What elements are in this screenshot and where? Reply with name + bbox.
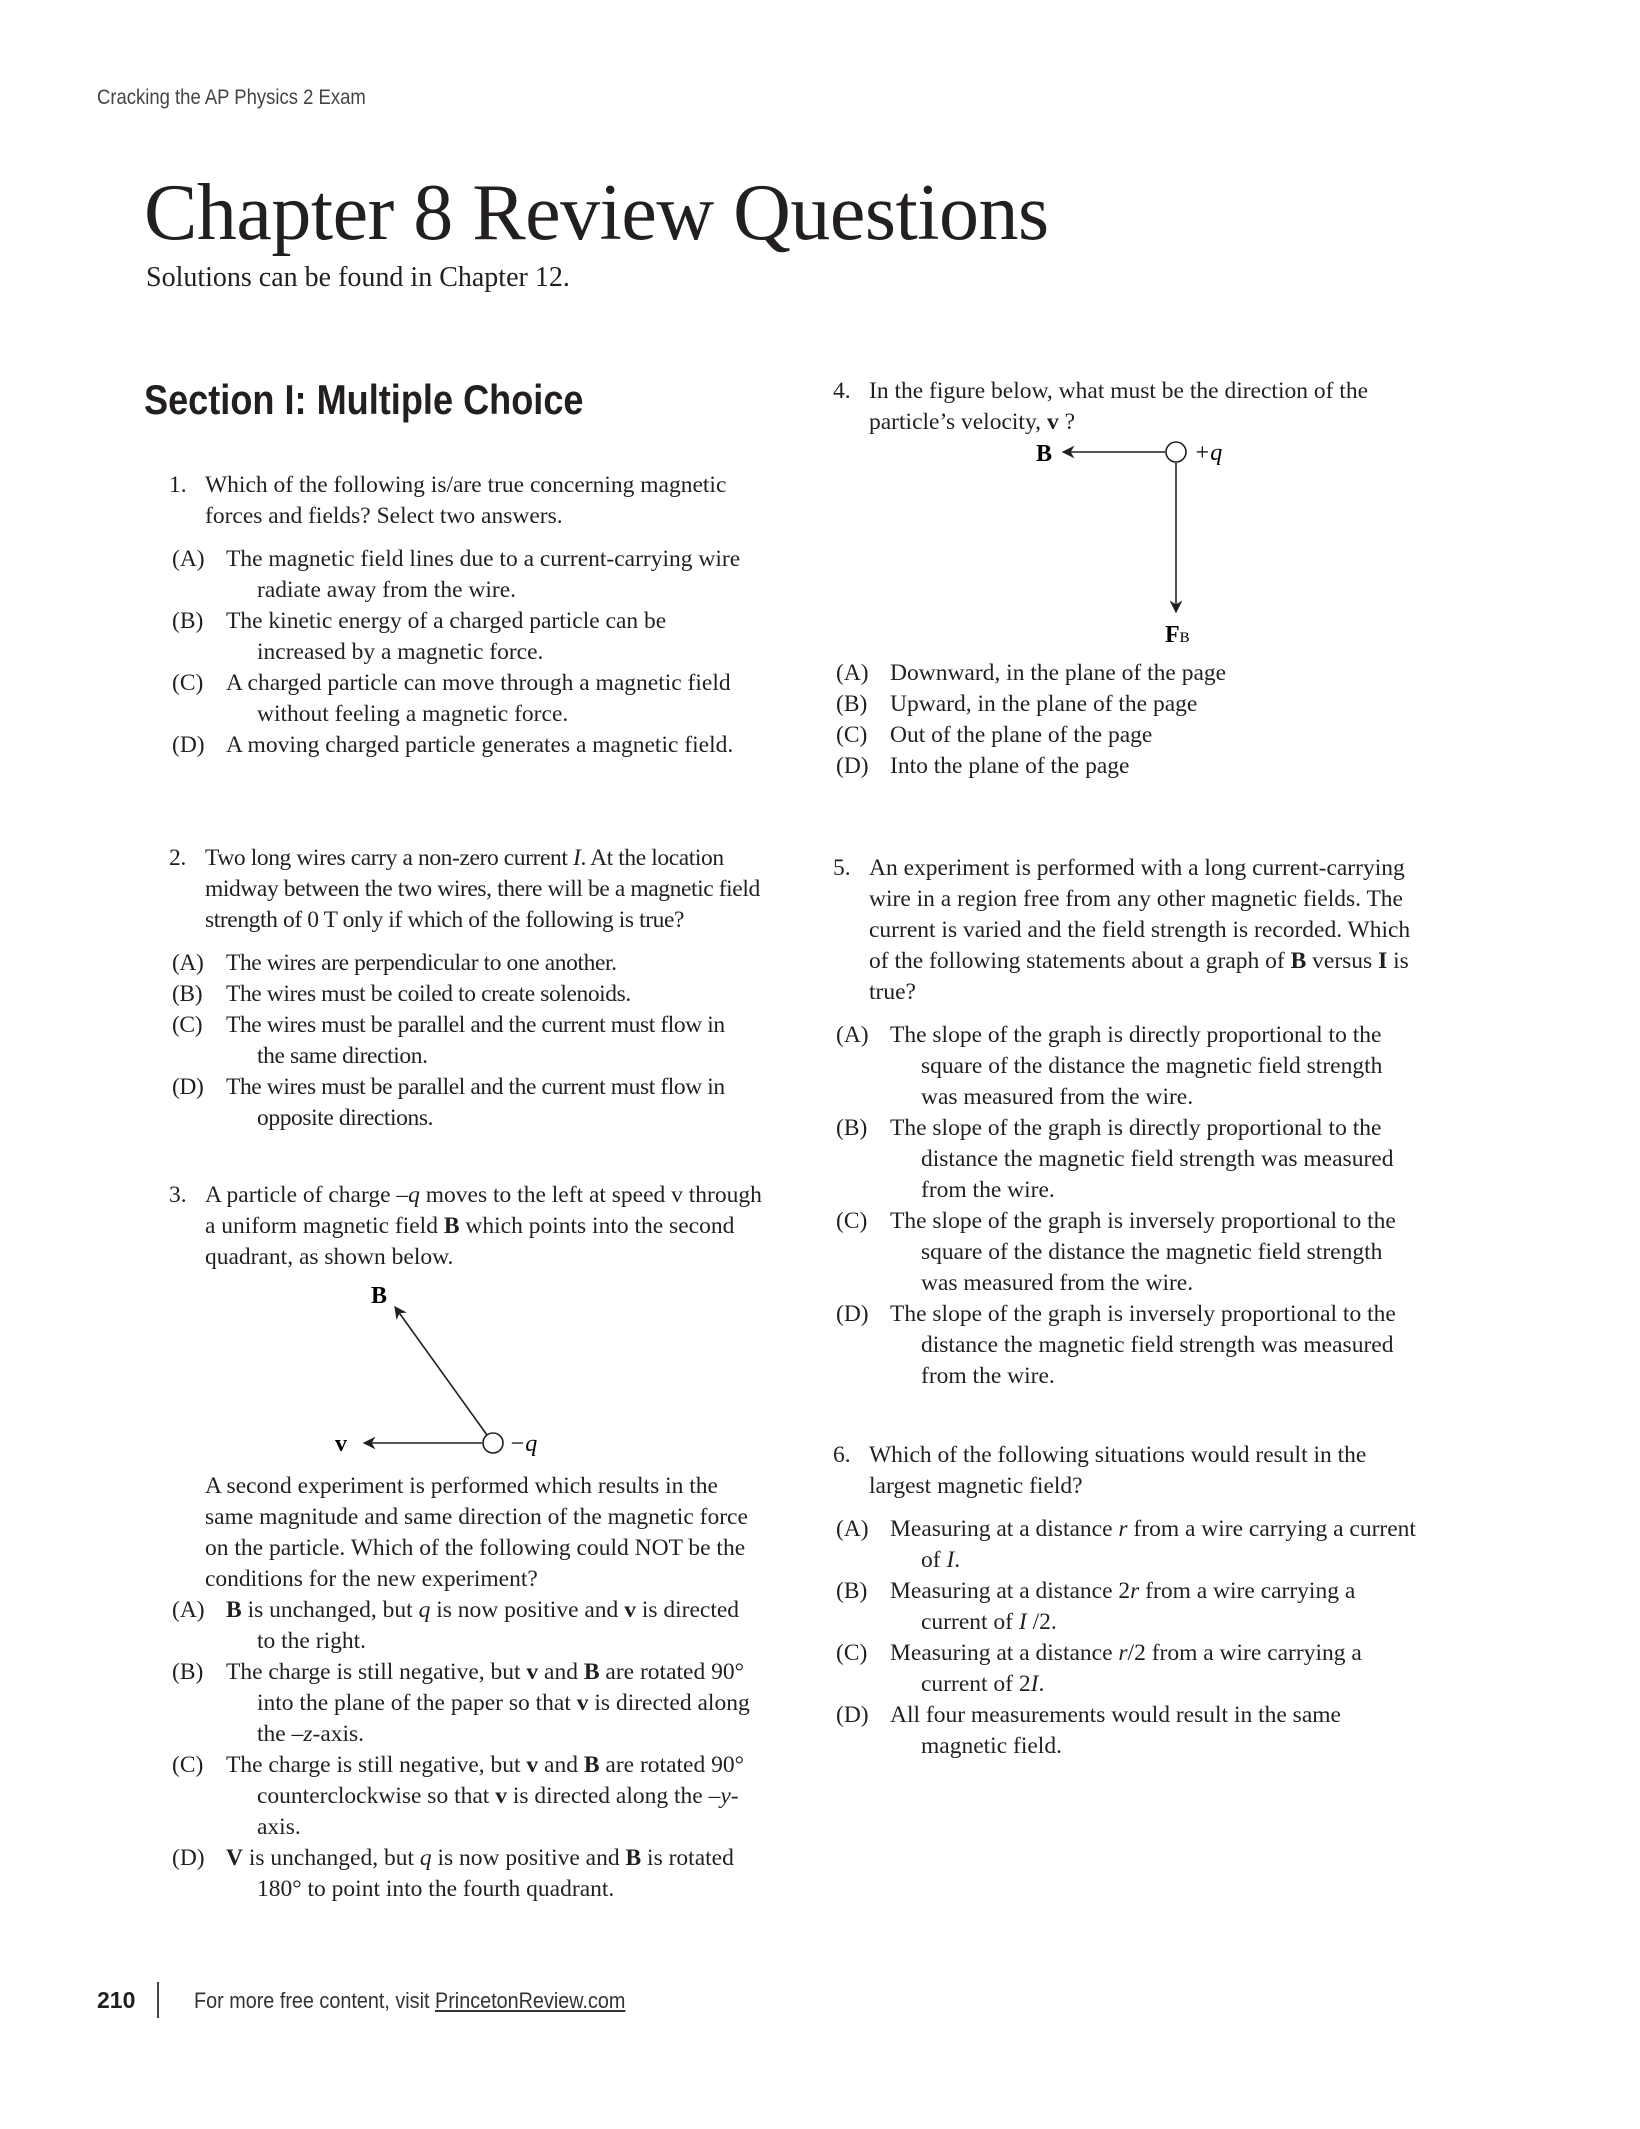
chapter-title: Chapter 8 Review Questions bbox=[144, 169, 1049, 257]
option-label: (A) bbox=[836, 1516, 869, 1542]
answer-option-b[interactable] bbox=[172, 606, 749, 668]
question-5 bbox=[833, 853, 1423, 1392]
question-number: 5. bbox=[833, 855, 851, 881]
option-text: A charged particle can move through a magnetic field without feeling a magnetic force. bbox=[226, 670, 731, 727]
italic-symbol: I bbox=[573, 845, 581, 871]
option-text: The slope of the graph is inversely proportional to the distance the magnetic field strength was measured from the wire. bbox=[890, 1301, 1396, 1389]
option-label: (D) bbox=[836, 753, 869, 779]
option-text: Measuring at a distance r/2 from a wire carrying a current of 2I. bbox=[890, 1640, 1362, 1697]
bold-symbol: B bbox=[625, 1845, 642, 1871]
answer-option-a[interactable] bbox=[836, 1514, 1423, 1576]
option-text: The slope of the graph is directly proportional to the square of the distance the magnetic field strength was measured from the wire. bbox=[890, 1022, 1383, 1110]
charge-label: −q bbox=[509, 1431, 538, 1457]
footer-text bbox=[194, 1988, 625, 2014]
section-heading: Section I: Multiple Choice bbox=[144, 376, 584, 423]
footer-divider bbox=[157, 1982, 159, 2018]
bold-symbol: B bbox=[226, 1597, 242, 1623]
option-text: The wires are perpendicular to one another. bbox=[226, 950, 617, 976]
figure-charge-in-field bbox=[319, 1281, 719, 1461]
option-text: The charge is still negative, but v and B are rotated 90° counterclockwise so that v is directed along the –y-axis. bbox=[226, 1752, 745, 1840]
footer-caption: For more free content, visit bbox=[194, 1988, 435, 2013]
option-label: (C) bbox=[836, 1640, 868, 1666]
answer-option-d[interactable] bbox=[172, 1843, 759, 1905]
question-3 bbox=[169, 1180, 762, 1905]
option-label: (A) bbox=[172, 546, 205, 572]
option-label: (B) bbox=[836, 1115, 868, 1141]
option-label: (C) bbox=[172, 1752, 204, 1778]
option-text: Into the plane of the page bbox=[890, 753, 1130, 779]
question-4 bbox=[833, 376, 1423, 782]
italic-symbol: q bbox=[419, 1845, 432, 1871]
option-text: V is unchanged, but q is now positive and B is rotated 180° to point into the fourth quadrant. bbox=[226, 1845, 734, 1902]
answer-option-d[interactable] bbox=[836, 1700, 1423, 1762]
italic-symbol: q bbox=[408, 1182, 420, 1208]
option-text: The kinetic energy of a charged particle can be increased by a magnetic force. bbox=[226, 608, 667, 665]
question-stem: Which of the following situations would result in the largest magnetic field? bbox=[869, 1442, 1367, 1499]
bold-symbol: v bbox=[576, 1690, 589, 1716]
option-text: The magnetic field lines due to a current-carrying wire radiate away from the wire. bbox=[226, 546, 741, 603]
answer-option-a[interactable] bbox=[172, 544, 749, 606]
italic-symbol: r bbox=[1118, 1516, 1128, 1542]
question-stem: Two long wires carry a non-zero current I. At the location midway between the two wires, there will be a magnetic field strength of 0 T only if which of the following is true? bbox=[205, 845, 760, 933]
option-label: (B) bbox=[172, 1659, 204, 1685]
italic-symbol: I bbox=[1030, 1671, 1039, 1697]
charge-label: +q bbox=[1194, 440, 1223, 466]
answer-option-a[interactable] bbox=[836, 1020, 1423, 1113]
question-6 bbox=[833, 1440, 1423, 1762]
bold-symbol: B bbox=[583, 1752, 600, 1778]
bold-symbol: v bbox=[526, 1752, 539, 1778]
b-field-arrow bbox=[395, 1307, 487, 1435]
bold-symbol: v bbox=[1046, 409, 1059, 435]
answer-option-b[interactable] bbox=[172, 1657, 759, 1750]
options bbox=[169, 544, 749, 761]
answer-option-c[interactable] bbox=[836, 720, 1423, 751]
option-text: Measuring at a distance r from a wire carrying a current of I. bbox=[890, 1516, 1416, 1573]
bold-symbol: B bbox=[443, 1213, 460, 1239]
italic-symbol: r bbox=[1130, 1578, 1140, 1604]
question-number: 1. bbox=[169, 472, 187, 498]
page-number: 210 bbox=[97, 1987, 136, 2013]
answer-option-a[interactable] bbox=[172, 948, 749, 979]
option-label: (D) bbox=[172, 1845, 205, 1871]
question-number: 3. bbox=[169, 1182, 187, 1208]
question-2 bbox=[169, 843, 759, 1134]
option-label: (C) bbox=[836, 722, 868, 748]
option-text: The wires must be parallel and the current must flow in the same direction. bbox=[226, 1012, 725, 1069]
option-label: (D) bbox=[172, 1074, 204, 1100]
question-number: 4. bbox=[833, 378, 851, 404]
footer-link[interactable]: PrincetonReview.com bbox=[434, 1988, 626, 2013]
option-label: (A) bbox=[836, 660, 869, 686]
answer-option-b[interactable] bbox=[836, 689, 1423, 720]
answer-option-d[interactable] bbox=[172, 1072, 749, 1134]
options bbox=[833, 1020, 1423, 1392]
bold-symbol: I bbox=[1378, 948, 1388, 974]
option-text: The slope of the graph is inversely proportional to the square of the distance the magnetic field strength was measured from the wire. bbox=[890, 1208, 1396, 1296]
option-text: The charge is still negative, but v and B are rotated 90° into the plane of the paper so that v is directed along the –z-axis. bbox=[226, 1659, 750, 1747]
option-text: Measuring at a distance 2r from a wire carrying a current of I /2. bbox=[890, 1578, 1356, 1635]
answer-option-d[interactable] bbox=[836, 751, 1423, 782]
option-label: (C) bbox=[172, 670, 204, 696]
italic-symbol: r bbox=[1118, 1640, 1128, 1666]
chapter-subtitle: Solutions can be found in Chapter 12. bbox=[146, 262, 570, 293]
answer-option-d[interactable] bbox=[172, 730, 749, 761]
b-label: B bbox=[371, 1283, 388, 1309]
option-label: (B) bbox=[836, 691, 868, 717]
italic-symbol: I bbox=[946, 1547, 955, 1573]
option-text: The slope of the graph is directly proportional to the distance the magnetic field strength was measured from the wire. bbox=[890, 1115, 1394, 1203]
question-1 bbox=[169, 470, 759, 761]
bold-symbol: v bbox=[495, 1783, 507, 1809]
italic-symbol: y bbox=[720, 1783, 731, 1809]
option-text: The wires must be parallel and the current must flow in opposite directions. bbox=[226, 1074, 725, 1131]
option-text: Upward, in the plane of the page bbox=[890, 691, 1198, 717]
option-label: (A) bbox=[172, 950, 204, 976]
option-label: (B) bbox=[172, 608, 204, 634]
option-label: (B) bbox=[836, 1578, 868, 1604]
option-label: (C) bbox=[172, 1012, 203, 1038]
option-label: (D) bbox=[172, 732, 205, 758]
answer-option-c[interactable] bbox=[172, 1750, 759, 1843]
italic-symbol: z bbox=[303, 1721, 313, 1747]
answer-option-c[interactable] bbox=[172, 668, 749, 730]
answer-option-b[interactable] bbox=[836, 1113, 1423, 1206]
option-text: A moving charged particle generates a magnetic field. bbox=[226, 732, 734, 758]
b-label: B bbox=[1036, 441, 1053, 467]
charge-circle bbox=[483, 1433, 503, 1453]
running-header: Cracking the AP Physics 2 Exam bbox=[97, 86, 366, 109]
bold-symbol: v bbox=[624, 1597, 636, 1623]
question-stem: A particle of charge –q moves to the left at speed v through a uniform magnetic field B which points into the second quadrant, as shown below. bbox=[205, 1182, 762, 1270]
bold-symbol: V bbox=[226, 1845, 243, 1871]
answer-option-a[interactable] bbox=[172, 1595, 759, 1657]
question-number: 6. bbox=[833, 1442, 851, 1468]
charge-circle bbox=[1166, 442, 1186, 462]
option-label: (D) bbox=[836, 1301, 869, 1327]
answer-option-c[interactable] bbox=[172, 1010, 749, 1072]
answer-option-a[interactable] bbox=[836, 658, 1423, 689]
bold-symbol: B bbox=[583, 1659, 600, 1685]
option-label: (A) bbox=[836, 1022, 869, 1048]
option-label: (C) bbox=[836, 1208, 868, 1234]
question-stem: Which of the following is/are true concerning magnetic forces and fields? Select two answers. bbox=[205, 472, 727, 529]
italic-symbol: I bbox=[1018, 1609, 1027, 1635]
question-stem: An experiment is performed with a long current-carrying wire in a region free from any other magnetic fields. The current is varied and the field strength is recorded. Which of the following statements about a graph of B versus I is true? bbox=[869, 855, 1411, 1005]
question-stem-continued: A second experiment is performed which results in the same magnitude and same direction of the magnetic force on the particle. Which of the following could NOT be the conditions for the new experiment? bbox=[205, 1473, 748, 1592]
bold-symbol: v bbox=[526, 1659, 539, 1685]
force-label: FB bbox=[1165, 622, 1190, 648]
option-text: Downward, in the plane of the page bbox=[890, 660, 1227, 686]
option-text: B is unchanged, but q is now positive and v is directed to the right. bbox=[226, 1597, 740, 1654]
option-text: All four measurements would result in the same magnetic field. bbox=[890, 1702, 1341, 1759]
answer-option-b[interactable] bbox=[172, 979, 749, 1010]
options bbox=[833, 1514, 1423, 1762]
options bbox=[833, 658, 1423, 782]
question-number: 2. bbox=[169, 845, 186, 871]
option-label: (D) bbox=[836, 1702, 869, 1728]
answer-option-b[interactable] bbox=[836, 1576, 1423, 1638]
option-label: (B) bbox=[172, 981, 203, 1007]
italic-symbol: q bbox=[418, 1597, 431, 1623]
answer-option-d[interactable] bbox=[836, 1299, 1423, 1392]
option-text: The wires must be coiled to create solenoids. bbox=[226, 981, 631, 1007]
options bbox=[169, 1595, 759, 1905]
figure-force-diagram bbox=[1013, 440, 1413, 652]
option-label: (A) bbox=[172, 1597, 205, 1623]
answer-option-c[interactable] bbox=[836, 1206, 1423, 1299]
bold-symbol: B bbox=[1290, 948, 1307, 974]
option-text: Out of the plane of the page bbox=[890, 722, 1153, 748]
v-label: v bbox=[335, 1431, 347, 1457]
answer-option-c[interactable] bbox=[836, 1638, 1423, 1700]
question-stem: In the figure below, what must be the direction of the particle’s velocity, v ? bbox=[869, 378, 1369, 435]
options bbox=[169, 948, 749, 1134]
